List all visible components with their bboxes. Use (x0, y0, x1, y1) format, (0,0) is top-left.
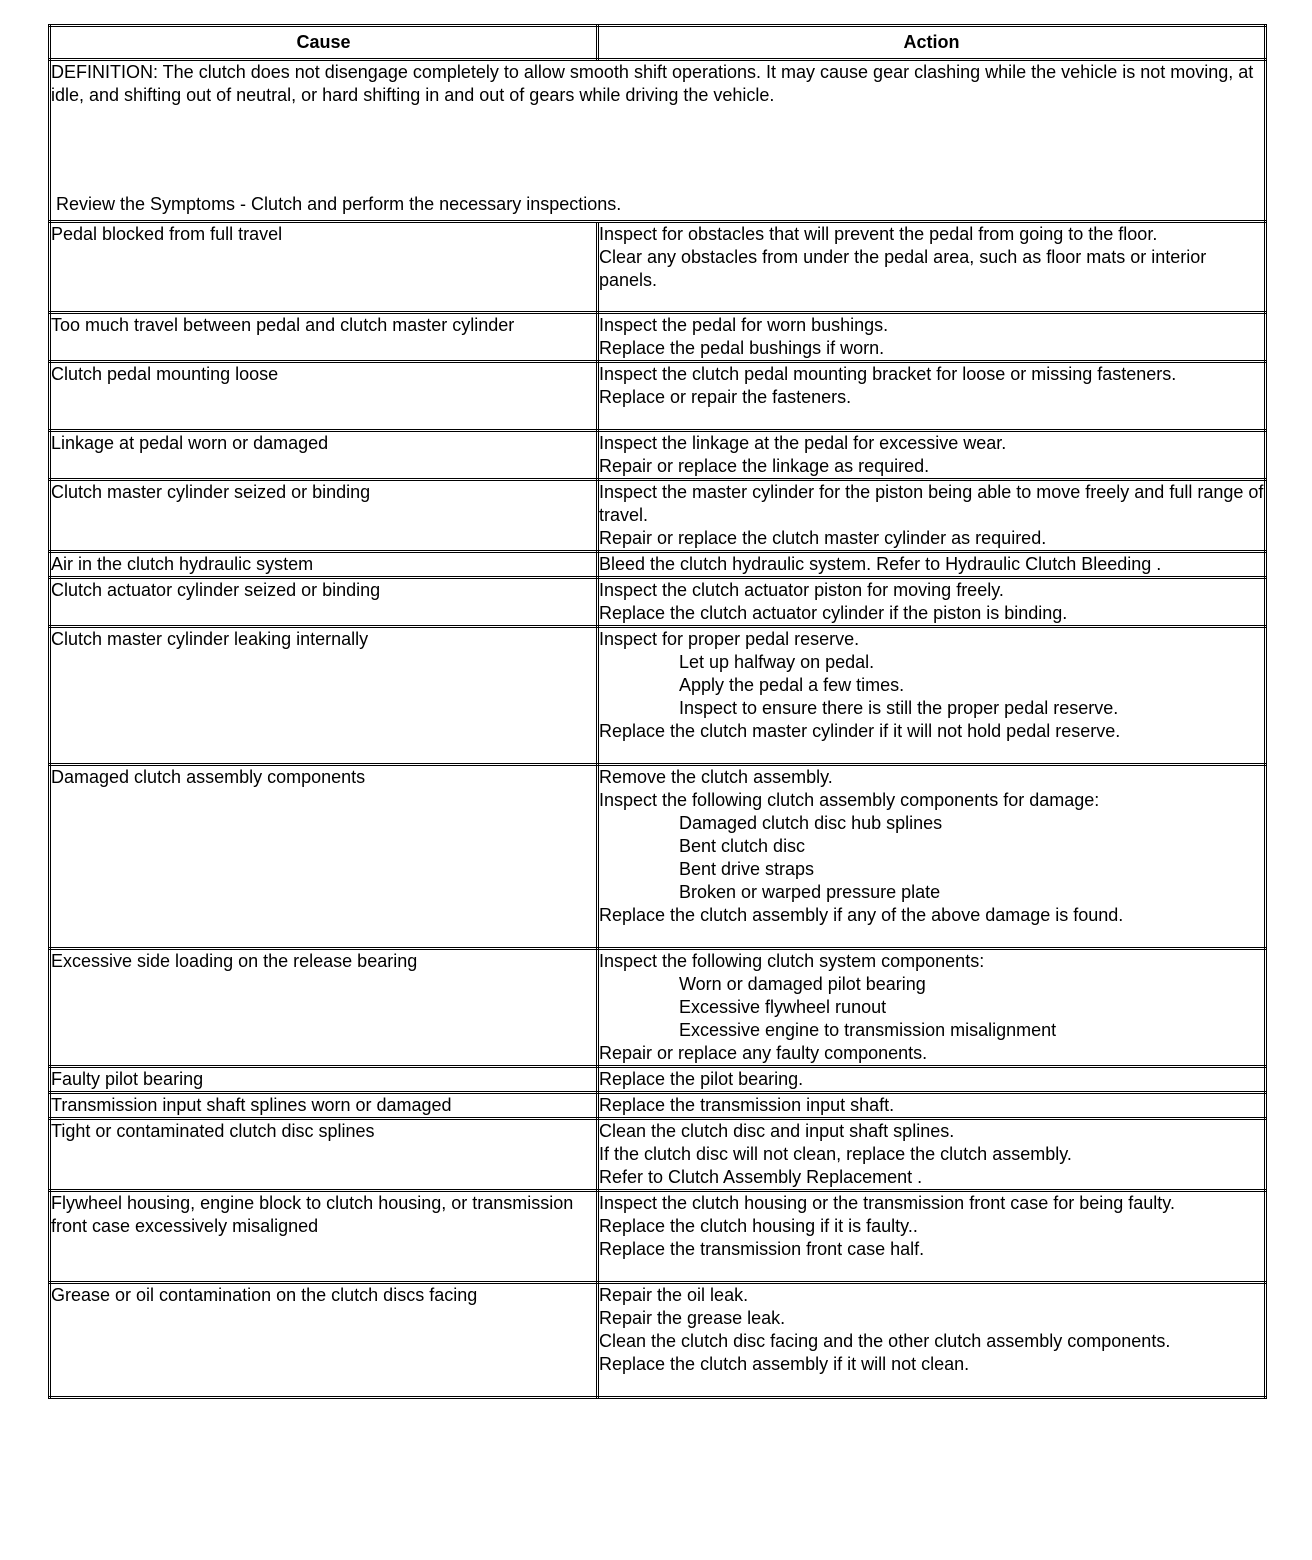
action-step: Refer to Clutch Assembly Replacement . (599, 1167, 923, 1187)
cause-cell: Faulty pilot bearing (50, 1067, 598, 1093)
action-cell (598, 1191, 1266, 1283)
cause-cell: Grease or oil contamination on the clutch discs facing (50, 1283, 598, 1398)
table-row (50, 1093, 1266, 1119)
table-row (50, 1191, 1266, 1283)
action-substep: Excessive flywheel runout (679, 997, 887, 1017)
action-step: Clean the clutch disc and input shaft splines. (599, 1121, 955, 1141)
action-substep: Apply the pedal a few times. (679, 675, 905, 695)
diagnostic-table (48, 24, 1267, 1399)
cause-cell: Tight or contaminated clutch disc splines (50, 1119, 598, 1191)
cause-cell: Pedal blocked from full travel (50, 222, 598, 313)
header-row (50, 26, 1266, 60)
action-step: Remove the clutch assembly. (599, 767, 833, 787)
cause-cell: Air in the clutch hydraulic system (50, 552, 598, 578)
definition-text: DEFINITION: The clutch does not disengage completely to allow smooth shift operations. It may cause gear clashing while the vehicle is not moving, at idle, and shifting out of neutral, or hard shifting in and out of gears while driving the vehicle. (51, 62, 1254, 105)
table-row (50, 313, 1266, 362)
action-step: Repair the oil leak. (599, 1285, 749, 1305)
table-row (50, 627, 1266, 765)
action-step: Repair or replace the linkage as required. (599, 456, 930, 476)
action-step: Replace the clutch assembly if it will not clean. (599, 1354, 970, 1374)
action-step: Replace the clutch actuator cylinder if the piston is binding. (599, 603, 1068, 623)
cause-cell: Clutch pedal mounting loose (50, 362, 598, 431)
action-step: Inspect the master cylinder for the piston being able to move freely and full range of travel. (599, 482, 1264, 525)
action-cell (598, 949, 1266, 1067)
cause-cell: Linkage at pedal worn or damaged (50, 431, 598, 480)
action-step: Clear any obstacles from under the pedal area, such as floor mats or interior panels. (599, 247, 1207, 290)
action-step: Inspect for proper pedal reserve. (599, 629, 860, 649)
action-cell (598, 1283, 1266, 1398)
action-step: Inspect the pedal for worn bushings. (599, 315, 889, 335)
table-row (50, 1283, 1266, 1398)
action-cell (598, 480, 1266, 552)
action-step: Inspect the clutch housing or the transmission front case for being faulty. (599, 1193, 1175, 1213)
cause-cell: Transmission input shaft splines worn or damaged (50, 1093, 598, 1119)
action-step: If the clutch disc will not clean, replace the clutch assembly. (599, 1144, 1072, 1164)
table-row (50, 431, 1266, 480)
action-substep: Damaged clutch disc hub splines (679, 813, 943, 833)
review-symptoms-text: Review the Symptoms - Clutch and perform the necessary inspections. (56, 194, 622, 214)
cause-cell: Clutch actuator cylinder seized or binding (50, 578, 598, 627)
action-cell (598, 627, 1266, 765)
definition-cell (50, 60, 1266, 222)
table-row (50, 552, 1266, 578)
table-row (50, 765, 1266, 949)
action-cell (598, 222, 1266, 313)
action-substep: Bent clutch disc (679, 836, 806, 856)
cause-cell: Flywheel housing, engine block to clutch housing, or transmission front case excessively misaligned (50, 1191, 598, 1283)
cause-cell: Too much travel between pedal and clutch master cylinder (50, 313, 598, 362)
table-row (50, 1067, 1266, 1093)
action-step: Replace the clutch assembly if any of the above damage is found. (599, 905, 1124, 925)
table-row (50, 362, 1266, 431)
action-step: Inspect for obstacles that will prevent the pedal from going to the floor. (599, 224, 1158, 244)
action-step: Repair the grease leak. (599, 1308, 786, 1328)
table-row (50, 1119, 1266, 1191)
action-step: Replace the clutch housing if it is faulty.. (599, 1216, 918, 1236)
action-substep: Broken or warped pressure plate (679, 882, 941, 902)
cause-cell: Damaged clutch assembly components (50, 765, 598, 949)
action-cell (598, 431, 1266, 480)
action-step: Inspect the following clutch system components: (599, 951, 985, 971)
header-action: Action (598, 26, 1266, 60)
header-cause: Cause (50, 26, 598, 60)
action-substep: Worn or damaged pilot bearing (679, 974, 926, 994)
action-cell (598, 362, 1266, 431)
action-substep: Bent drive straps (679, 859, 815, 879)
action-step: Repair or replace any faulty components. (599, 1043, 928, 1063)
cause-cell: Excessive side loading on the release bearing (50, 949, 598, 1067)
action-substep: Let up halfway on pedal. (679, 652, 875, 672)
action-step: Inspect the linkage at the pedal for excessive wear. (599, 433, 1007, 453)
action-step: Clean the clutch disc facing and the other clutch assembly components. (599, 1331, 1171, 1351)
action-cell (598, 313, 1266, 362)
action-cell: Replace the transmission input shaft. (598, 1093, 1266, 1119)
action-step: Repair or replace the clutch master cylinder as required. (599, 528, 1047, 548)
definition-row (50, 60, 1266, 222)
action-cell (598, 1119, 1266, 1191)
action-step: Inspect the following clutch assembly components for damage: (599, 790, 1100, 810)
action-step: Replace the transmission front case half. (599, 1239, 925, 1259)
table-row (50, 949, 1266, 1067)
action-step: Replace the pedal bushings if worn. (599, 338, 885, 358)
cause-cell: Clutch master cylinder leaking internally (50, 627, 598, 765)
action-step: Inspect the clutch actuator piston for moving freely. (599, 580, 1004, 600)
action-substep: Inspect to ensure there is still the proper pedal reserve. (679, 698, 1119, 718)
action-substep: Excessive engine to transmission misalignment (679, 1020, 1057, 1040)
action-step: Inspect the clutch pedal mounting bracket for loose or missing fasteners. (599, 364, 1177, 384)
action-cell: Bleed the clutch hydraulic system. Refer to Hydraulic Clutch Bleeding . (598, 552, 1266, 578)
cause-cell: Clutch master cylinder seized or binding (50, 480, 598, 552)
table-row (50, 578, 1266, 627)
table-row (50, 480, 1266, 552)
action-step: Replace or repair the fasteners. (599, 387, 852, 407)
action-cell: Replace the pilot bearing. (598, 1067, 1266, 1093)
action-cell (598, 578, 1266, 627)
action-cell (598, 765, 1266, 949)
action-step: Replace the clutch master cylinder if it will not hold pedal reserve. (599, 721, 1121, 741)
table-row (50, 222, 1266, 313)
